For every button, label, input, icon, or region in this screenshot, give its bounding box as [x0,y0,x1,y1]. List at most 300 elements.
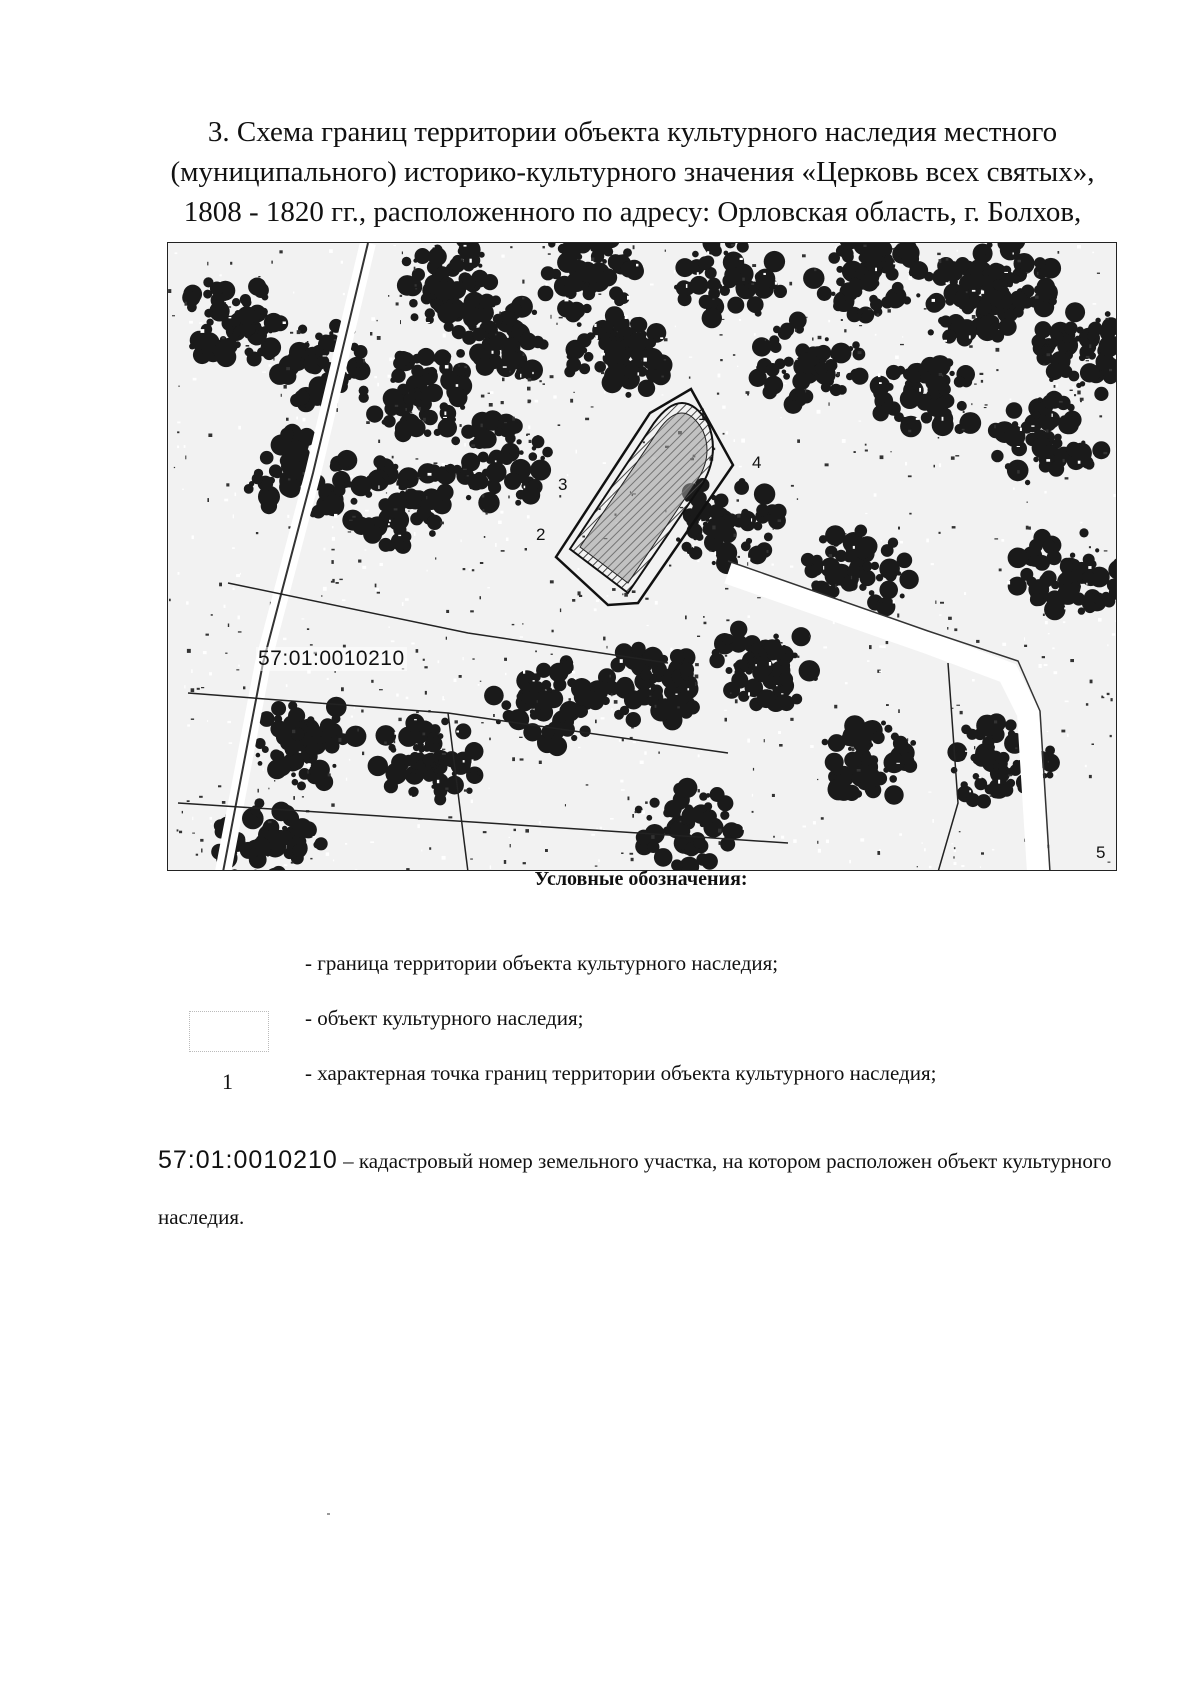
canopy-blot [884,752,905,773]
photo-speck [187,800,190,802]
photo-speck [352,516,355,518]
photo-speck [670,648,672,651]
canopy-blot [779,672,793,686]
canopy-blot [482,496,496,510]
photo-speck [985,404,988,405]
canopy-blot [966,727,972,733]
photo-speck [814,268,816,271]
photo-speck [402,252,403,255]
photo-speck [169,599,171,602]
photo-speck [346,778,347,781]
photo-speck [1024,645,1027,647]
photo-speck [1107,644,1108,646]
canopy-blot [452,325,466,339]
photo-speck [222,801,226,804]
photo-speck [971,403,972,405]
photo-speck [1067,734,1069,737]
photo-speck [680,821,682,823]
photo-speck [487,587,490,588]
photo-speck [897,614,899,618]
photo-speck [996,348,1000,352]
photo-speck [818,336,822,339]
photo-speck [178,572,180,575]
photo-speck [1089,546,1091,548]
photo-speck [898,527,900,530]
photo-speck [484,536,486,538]
canopy-blot [571,735,577,741]
photo-speck [537,700,538,703]
photo-speck [851,576,852,580]
photo-speck [947,627,948,630]
canopy-blot [1005,463,1012,470]
canopy-blot [925,374,942,391]
photo-speck [269,364,272,366]
photo-speck [844,329,846,332]
photo-speck [878,373,881,377]
canopy-blot [259,314,265,320]
photo-speck [645,598,648,600]
canopy-blot [425,308,435,318]
canopy-blot [741,541,751,551]
canopy-blot [993,763,1000,770]
canopy-blot [345,726,366,747]
photo-speck [609,675,611,678]
photo-speck [437,780,439,783]
canopy-blot [413,391,423,401]
canopy-blot [379,538,393,552]
legend-point-sample: 1 [222,1069,233,1094]
photo-speck [813,821,816,824]
canopy-blot [330,461,340,471]
photo-speck [763,273,766,275]
photo-speck [697,636,700,637]
photo-speck [286,367,290,370]
canopy-blot [1065,351,1073,359]
photo-speck [984,407,987,408]
photo-speck [632,590,636,593]
photo-speck [874,493,877,496]
photo-speck [795,329,797,332]
photo-speck [405,408,407,411]
canopy-blot [886,383,894,391]
canopy-blot [451,436,460,445]
photo-speck [698,754,700,757]
photo-speck [996,369,998,371]
photo-speck [495,543,497,547]
canopy-blot [616,677,633,694]
photo-speck [331,803,334,806]
photo-speck [380,563,383,566]
canopy-blot [516,322,523,329]
photo-speck [829,402,830,405]
photo-speck [939,259,942,263]
photo-speck [543,383,546,385]
photo-speck [520,636,523,638]
photo-speck [573,392,574,393]
photo-speck [669,565,671,567]
photo-speck [417,824,420,828]
photo-speck [748,692,750,695]
canopy-blot [747,296,764,313]
photo-speck [641,810,645,814]
photo-speck [695,663,699,666]
canopy-blot [503,710,515,722]
photo-speck [406,697,409,700]
photo-speck [442,696,444,699]
photo-speck [724,710,727,711]
canopy-blot [248,816,260,828]
canopy-blot [755,269,775,289]
photo-speck [951,843,953,844]
canopy-blot [881,721,886,726]
photo-speck [757,597,761,598]
photo-speck [818,849,821,853]
canopy-blot [821,382,831,392]
photo-speck [879,671,882,673]
photo-speck [742,278,745,281]
canopy-blot [242,298,252,308]
photo-speck [480,562,483,564]
canopy-blot [860,273,878,291]
photo-speck [965,751,968,752]
photo-speck [1080,401,1082,403]
photo-speck [471,444,475,446]
photo-speck [1080,522,1082,524]
photo-speck [990,795,992,797]
photo-speck [937,253,941,255]
canopy-blot [268,477,275,484]
photo-speck [235,493,237,497]
canopy-blot [288,701,297,710]
canopy-blot [468,474,485,491]
photo-speck [210,823,212,824]
canopy-blot [892,282,904,294]
canopy-blot [831,354,836,359]
canopy-blot [625,392,631,398]
photo-speck [177,446,179,449]
photo-speck [1054,671,1058,674]
photo-speck [620,780,623,783]
photo-speck [495,460,497,462]
photo-speck [1085,765,1087,767]
canopy-blot [960,325,977,342]
canopy-blot [752,337,771,356]
canopy-blot [289,754,305,770]
photo-speck [229,317,232,318]
photo-speck [966,291,968,293]
photo-speck [201,849,202,853]
photo-speck [748,558,751,561]
canopy-blot [763,385,778,400]
photo-speck [492,351,494,354]
canopy-blot [331,734,336,739]
photo-speck [781,693,783,694]
photo-speck [362,566,366,569]
photo-speck [206,634,209,636]
photo-speck [512,757,515,761]
photo-speck [1107,693,1110,695]
canopy-blot [232,298,240,306]
photo-speck [218,785,221,787]
photo-speck [1112,633,1115,635]
photo-speck [288,478,291,480]
photo-speck [817,841,818,844]
canopy-blot [494,427,503,436]
photo-speck [313,836,316,838]
canopy-blot [699,295,713,309]
photo-speck [596,828,598,829]
photo-speck [178,386,179,387]
photo-speck [1098,618,1102,622]
photo-speck [892,248,894,250]
photo-speck [621,853,623,855]
photo-speck [720,334,723,335]
canopy-blot [837,385,847,395]
photo-speck [853,546,855,549]
photo-speck [489,403,493,407]
photo-speck [358,560,361,563]
photo-speck [192,535,194,539]
photo-speck [560,609,561,613]
document-title: 3. Схема границ территории объекта культурного наследия местного (муниципального) историко-культурного значения «Церковь всех святых», 1808 - 1820 гг., расположенного по адресу: Орловская область, г. Болхов, [170,116,1095,228]
canopy-blot [961,781,968,788]
photo-speck [764,739,765,742]
photo-speck [225,653,227,654]
aerial-map [167,242,1117,871]
photo-speck [700,520,701,524]
photo-speck [817,410,821,414]
canopy-blot [365,491,372,498]
photo-speck [632,814,634,818]
canopy-blot [792,372,810,390]
photo-speck [578,747,580,748]
canopy-blot [608,254,623,269]
photo-speck [293,292,294,294]
canopy-blot [542,447,553,458]
photo-speck [793,839,797,843]
photo-speck [425,691,427,695]
canopy-blot [1070,553,1075,558]
photo-speck [981,380,983,383]
photo-speck [1104,550,1108,551]
photo-speck [961,865,964,867]
canopy-blot [879,581,898,600]
photo-speck [1106,318,1110,320]
photo-speck [307,341,309,343]
photo-speck [501,401,504,404]
photo-speck [994,720,997,723]
photo-speck [471,800,473,804]
canopy-blot [723,682,740,699]
canopy-blot [724,267,740,283]
photo-speck [185,456,186,460]
photo-speck [1013,488,1015,490]
photo-speck [423,418,426,422]
photo-speck [336,582,339,584]
canopy-blot [811,580,821,590]
canopy-blot [1082,571,1094,583]
photo-speck [570,399,573,403]
canopy-blot [258,761,263,766]
photo-speck [440,522,444,525]
photo-speck [636,264,638,267]
photo-speck [394,740,396,743]
canopy-blot [735,668,744,677]
photo-speck [565,298,569,302]
photo-speck [1116,859,1117,861]
photo-speck [603,462,606,464]
scan-speck [327,1513,330,1515]
photo-speck [797,439,800,443]
photo-speck [345,843,347,845]
photo-speck [529,440,532,443]
canopy-blot [754,522,763,531]
photo-speck [208,434,212,438]
photo-speck [243,686,245,689]
photo-speck [596,599,599,602]
photo-speck [553,395,556,398]
photo-speck [442,856,446,860]
photo-speck [675,326,676,328]
photo-speck [704,622,707,625]
canopy-blot [1000,784,1013,797]
photo-speck [393,245,396,246]
photo-speck [310,858,312,860]
canopy-blot [584,282,590,288]
canopy-blot [605,306,624,325]
photo-speck [1046,430,1048,433]
photo-speck [809,635,811,637]
photo-speck [240,573,241,575]
canopy-blot [234,341,241,348]
canopy-blot [519,450,524,455]
canopy-blot [1105,311,1111,317]
photo-speck [378,485,379,489]
photo-speck [924,848,926,851]
photo-speck [962,429,965,431]
canopy-blot [1048,461,1064,477]
photo-speck [1073,386,1075,388]
photo-speck [1027,277,1029,281]
photo-speck [709,550,711,552]
photo-speck [882,645,886,648]
photo-speck [442,463,445,466]
photo-speck [307,628,309,630]
photo-speck [664,338,668,341]
photo-speck [483,509,485,512]
photo-speck [331,560,333,564]
photo-speck [739,466,742,468]
photo-speck [900,541,903,544]
canopy-blot [191,287,196,292]
canopy-blot [262,294,269,301]
photo-speck [591,834,595,836]
canopy-blot [803,268,824,289]
photo-speck [371,680,373,683]
photo-speck [651,835,654,839]
photo-speck [752,794,753,797]
photo-speck [292,730,295,734]
photo-speck [445,788,448,790]
photo-speck [472,759,474,763]
photo-speck [539,380,541,382]
photo-speck [1059,401,1063,403]
canopy-blot [852,341,860,349]
photo-speck [780,642,782,644]
photo-speck [620,659,623,663]
photo-speck [939,463,941,467]
canopy-blot [532,336,544,348]
photo-speck [238,426,241,430]
photo-speck [972,315,976,319]
canopy-blot [784,357,794,367]
photo-speck [943,340,947,342]
canopy-blot [717,795,733,811]
photo-speck [268,821,272,823]
canopy-blot [766,363,780,377]
canopy-blot [1008,548,1029,569]
photo-speck [628,797,630,801]
canopy-blot [884,254,892,262]
photo-speck [748,615,751,618]
canopy-blot [714,494,728,508]
photo-speck [426,496,427,499]
canopy-blot [484,686,504,706]
photo-speck [332,537,335,541]
photo-speck [1018,260,1022,263]
photo-speck [505,673,506,675]
photo-speck [512,417,515,421]
canopy-blot [301,453,307,459]
photo-speck [601,372,604,375]
photo-speck [207,498,209,502]
photo-speck [525,829,529,833]
photo-speck [805,389,806,393]
photo-speck [601,353,605,356]
photo-speck [1044,364,1045,366]
photo-speck [644,751,646,755]
photo-speck [1103,452,1107,454]
canopy-blot [504,473,521,490]
canopy-blot [722,843,727,848]
photo-speck [972,679,975,682]
photo-speck [747,739,750,743]
canopy-blot [353,481,358,486]
canopy-blot [728,252,740,264]
canopy-blot [274,715,282,723]
photo-speck [283,322,286,325]
photo-speck [493,714,495,717]
canopy-blot [280,368,297,385]
canopy-blot [299,768,311,780]
photo-speck [481,722,484,723]
photo-speck [1017,446,1020,447]
photo-speck [182,811,183,814]
canopy-blot [317,355,330,368]
canopy-blot [884,785,903,804]
canopy-blot [402,257,412,267]
canopy-blot [1094,387,1108,401]
canopy-blot [704,802,712,810]
photo-speck [463,568,466,570]
photo-speck [572,599,575,602]
photo-speck [464,443,466,447]
canopy-blot [472,774,481,783]
canopy-blot [432,737,440,745]
photo-speck [219,274,221,276]
canopy-blot [433,356,439,362]
photo-speck [375,588,379,591]
